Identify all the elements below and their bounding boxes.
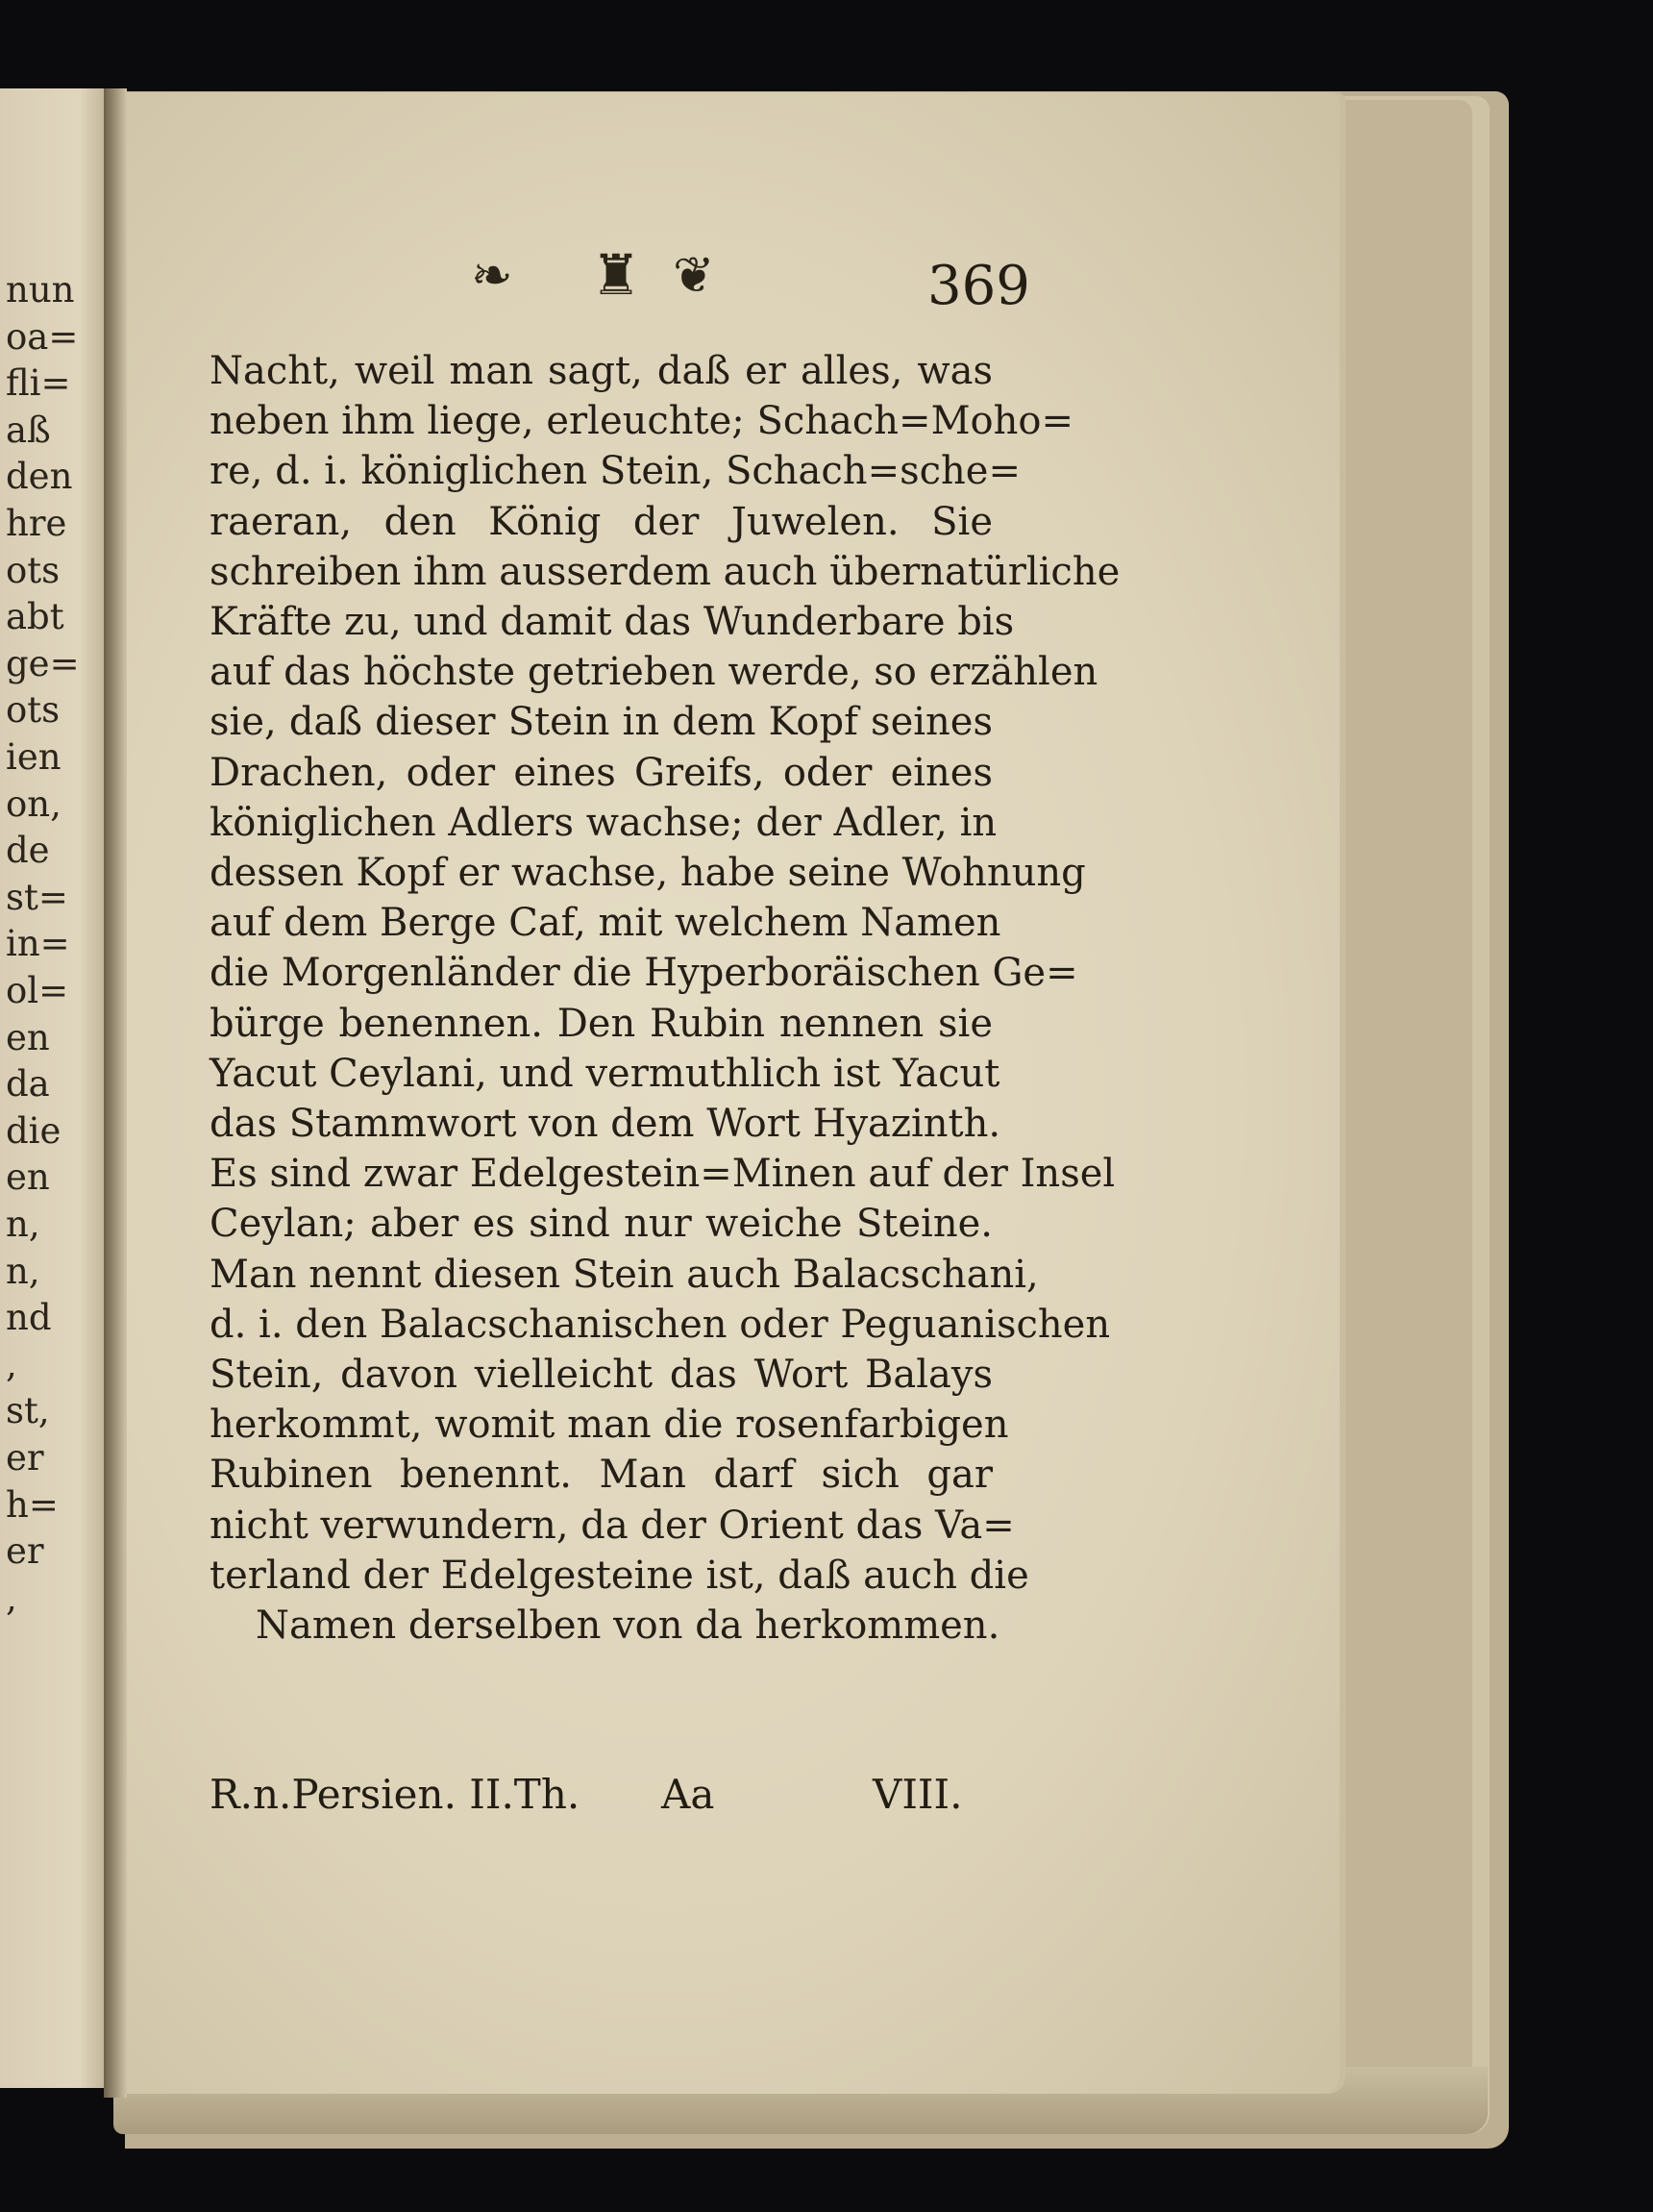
page-header: [452, 242, 1048, 322]
text-line: schreiben ihm ausserdem auch übernatürliche: [210, 549, 1121, 594]
left-page-fragment: st,: [6, 1390, 50, 1432]
left-page-fragment: ,: [6, 1577, 17, 1619]
signature-title: R.n.Persien. II.Th.: [210, 1771, 580, 1818]
catchword: VIII.: [873, 1771, 963, 1818]
left-page-fragment: ge=: [6, 642, 80, 684]
text-line: neben ihm liege, erleuchte; Schach=Moho=: [210, 399, 1073, 444]
text-line: Ceylan; aber es sind nur weiche Steine.: [210, 1202, 993, 1247]
left-page-fragment: ,: [6, 1343, 17, 1385]
left-page-fragment: n,: [6, 1250, 40, 1292]
left-page-fragment: st=: [6, 876, 68, 918]
left-page-fragment: hre: [6, 503, 67, 544]
text-line: Yacut Ceylani, und vermuthlich ist Yacut: [210, 1051, 1000, 1096]
left-page-fragment: ol=: [6, 970, 69, 1011]
text-line: das Stammwort von dem Wort Hyazinth.: [210, 1102, 1001, 1147]
ornament-center-icon: ♜: [591, 242, 641, 308]
body-text: [210, 346, 1121, 1651]
left-page-fragment: fli=: [6, 362, 71, 405]
text-line: Drachen, oder eines Greifs, oder eines: [210, 750, 993, 795]
text-line: terland der Edelgesteine ist, daß auch die: [210, 1553, 1029, 1598]
text-line: Stein, davon vielleicht das Wort Balays: [210, 1353, 993, 1398]
left-page-fragment: en: [6, 1156, 50, 1199]
text-line: Nacht, weil man sagt, daß er alles, was: [210, 349, 993, 393]
left-page-fragment: nd: [6, 1297, 52, 1339]
left-page-fragment: in=: [6, 923, 70, 965]
left-page-fragment: en: [6, 1016, 50, 1058]
text-line: re, d. i. königlichen Stein, Schach=sche=: [210, 449, 1021, 494]
text-line: Man nennt diesen Stein auch Balacschani,: [210, 1252, 1039, 1297]
text-line: bürge benennen. Den Rubin nennen sie: [210, 1001, 993, 1046]
left-page-fragment: abt: [6, 596, 64, 638]
text-line: Namen derselben von da herkommen.: [256, 1603, 1000, 1649]
left-page-strip: [0, 88, 113, 2088]
text-line: d. i. den Balacschanischen oder Peguanischen: [210, 1302, 1111, 1347]
left-page-fragment: den: [6, 456, 73, 498]
left-page-fragment: die: [6, 1109, 62, 1152]
text-line: auf dem Berge Caf, mit welchem Namen: [210, 901, 1001, 946]
book-gutter: [104, 88, 127, 2098]
left-page-fragment: oa=: [6, 315, 79, 358]
left-page-fragment: ien: [6, 736, 62, 778]
text-line: herkommt, womit man die rosenfarbigen: [210, 1403, 1009, 1448]
left-page-fragment: h=: [6, 1483, 59, 1526]
text-line: die Morgenländer die Hyperboräischen Ge=: [210, 951, 1078, 996]
left-page-fragment: ots: [6, 549, 61, 591]
signature-mark: Aa: [661, 1771, 715, 1818]
text-line: Es sind zwar Edelgestein=Minen auf der Insel: [210, 1152, 1116, 1197]
text-line: sie, daß dieser Stein in dem Kopf seines: [210, 700, 993, 745]
left-page-fragment: er: [6, 1530, 44, 1573]
page-number: 369: [927, 255, 1030, 317]
text-line: auf das höchste getrieben werde, so erzählen: [210, 650, 1098, 695]
text-line: Rubinen benennt. Man darf sich gar: [210, 1453, 993, 1498]
left-page-fragment: nun: [6, 269, 75, 311]
left-page-fragment: da: [6, 1063, 50, 1106]
left-page-fragment: de: [6, 830, 50, 872]
page-footer: [210, 1771, 978, 1828]
left-page-fragment: aß: [6, 409, 51, 451]
left-page-fragment: on,: [6, 783, 62, 825]
text-line: königlichen Adlers wachse; der Adler, in: [210, 800, 998, 845]
left-page-fragment: n,: [6, 1204, 40, 1245]
text-line: dessen Kopf er wachse, habe seine Wohnung: [210, 851, 1086, 896]
ornament-right-icon: ❦: [673, 247, 715, 305]
text-line: Kräfte zu, und damit das Wunderbare bis: [210, 600, 1015, 645]
text-line: raeran, den König der Juwelen. Sie: [210, 499, 993, 544]
text-line: nicht verwundern, da der Orient das Va=: [210, 1503, 1015, 1548]
ornament-left-icon: ❧: [471, 247, 513, 305]
left-page-fragment: er: [6, 1437, 44, 1479]
left-page-fragment: ots: [6, 689, 61, 732]
